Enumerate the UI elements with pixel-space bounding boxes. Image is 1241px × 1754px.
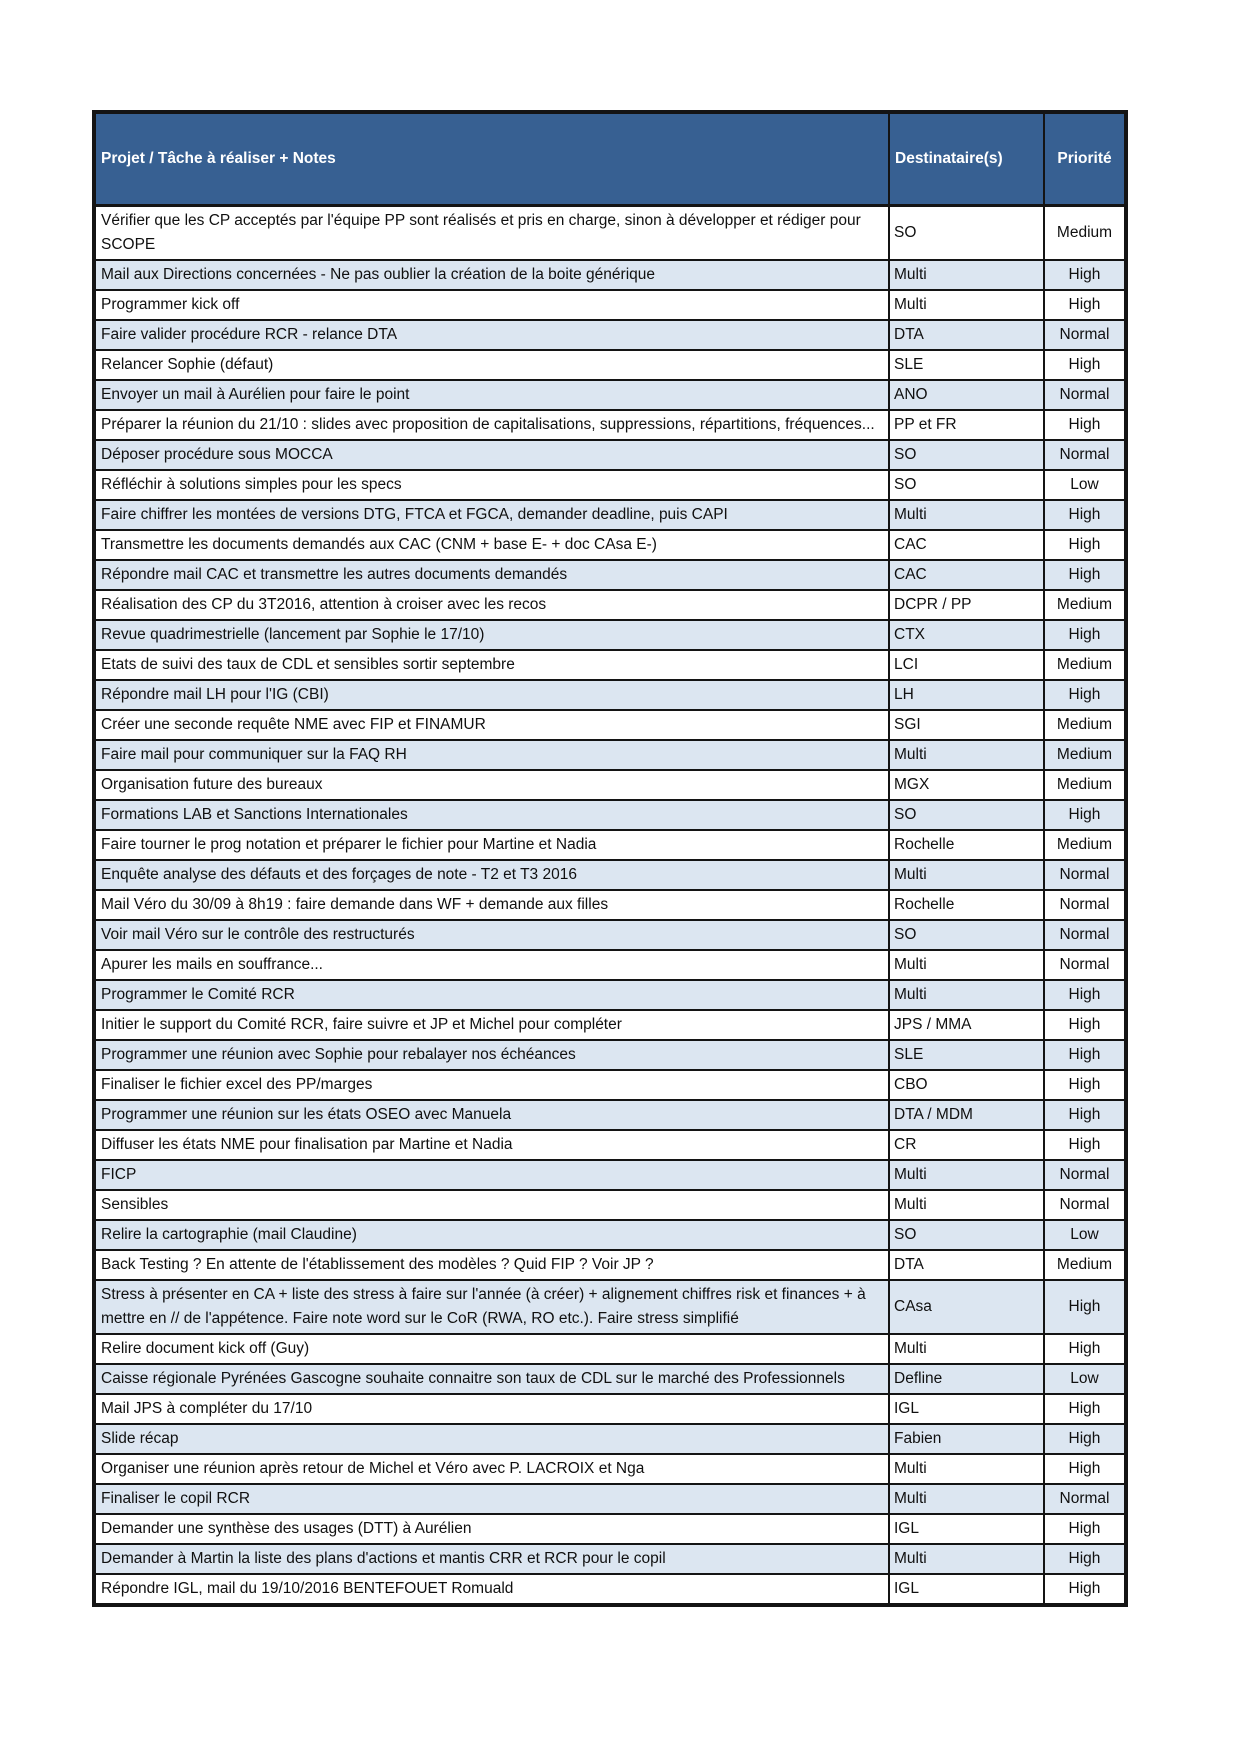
destinataire-cell: LH: [889, 680, 1044, 710]
task-cell: Répondre mail LH pour l'IG (CBI): [94, 680, 889, 710]
destinataire-cell: Fabien: [889, 1424, 1044, 1454]
task-cell: Préparer la réunion du 21/10 : slides avec proposition de capitalisations, suppressions, répartitions, fréquences...: [94, 410, 889, 440]
table-row: [94, 350, 1126, 380]
destinataire-cell: Multi: [889, 260, 1044, 290]
table-header: [94, 112, 1126, 206]
priority-cell: High: [1044, 680, 1126, 710]
table-row: [94, 590, 1126, 620]
table-row: [94, 470, 1126, 500]
priority-cell: High: [1044, 350, 1126, 380]
table-row: [94, 530, 1126, 560]
priority-cell: Normal: [1044, 920, 1126, 950]
task-cell: Mail aux Directions concernées - Ne pas oublier la création de la boite générique: [94, 260, 889, 290]
table-row: [94, 800, 1126, 830]
task-cell: Revue quadrimestrielle (lancement par Sophie le 17/10): [94, 620, 889, 650]
table-row: [94, 890, 1126, 920]
destinataire-cell: Multi: [889, 740, 1044, 770]
priority-cell: Normal: [1044, 860, 1126, 890]
table-row: [94, 410, 1126, 440]
priority-cell: Normal: [1044, 1484, 1126, 1514]
destinataire-cell: Multi: [889, 1160, 1044, 1190]
destinataire-cell: SO: [889, 1220, 1044, 1250]
destinataire-cell: Multi: [889, 950, 1044, 980]
priority-cell: High: [1044, 1394, 1126, 1424]
priority-cell: High: [1044, 1424, 1126, 1454]
table-row: [94, 1040, 1126, 1070]
destinataire-cell: LCI: [889, 650, 1044, 680]
priority-cell: Normal: [1044, 380, 1126, 410]
priority-cell: High: [1044, 800, 1126, 830]
task-cell: Programmer kick off: [94, 290, 889, 320]
priority-cell: High: [1044, 530, 1126, 560]
table-row: [94, 650, 1126, 680]
priority-cell: High: [1044, 1130, 1126, 1160]
priority-cell: Medium: [1044, 650, 1126, 680]
priority-cell: High: [1044, 620, 1126, 650]
destinataire-cell: Multi: [889, 500, 1044, 530]
task-cell: Formations LAB et Sanctions Internationales: [94, 800, 889, 830]
destinataire-cell: ANO: [889, 380, 1044, 410]
column-header-task: Projet / Tâche à réaliser + Notes: [94, 112, 889, 206]
destinataire-cell: JPS / MMA: [889, 1010, 1044, 1040]
destinataire-cell: Rochelle: [889, 830, 1044, 860]
table-row: [94, 206, 1126, 261]
task-cell: Réalisation des CP du 3T2016, attention à croiser avec les recos: [94, 590, 889, 620]
table-body: [94, 206, 1126, 1606]
destinataire-cell: Multi: [889, 1190, 1044, 1220]
task-cell: Relire la cartographie (mail Claudine): [94, 1220, 889, 1250]
destinataire-cell: SO: [889, 920, 1044, 950]
priority-cell: Medium: [1044, 710, 1126, 740]
priority-cell: High: [1044, 260, 1126, 290]
table-row: [94, 560, 1126, 590]
destinataire-cell: SO: [889, 470, 1044, 500]
priority-cell: Medium: [1044, 1250, 1126, 1280]
task-cell: Initier le support du Comité RCR, faire suivre et JP et Michel pour compléter: [94, 1010, 889, 1040]
destinataire-cell: SGI: [889, 710, 1044, 740]
table-row: [94, 1484, 1126, 1514]
task-cell: Finaliser le copil RCR: [94, 1484, 889, 1514]
destinataire-cell: Multi: [889, 860, 1044, 890]
destinataire-cell: SO: [889, 206, 1044, 261]
table-row: [94, 950, 1126, 980]
priority-cell: High: [1044, 560, 1126, 590]
priority-cell: High: [1044, 290, 1126, 320]
table-row: [94, 320, 1126, 350]
task-cell: Diffuser les états NME pour finalisation par Martine et Nadia: [94, 1130, 889, 1160]
task-cell: Back Testing ? En attente de l'établissement des modèles ? Quid FIP ? Voir JP ?: [94, 1250, 889, 1280]
destinataire-cell: Defline: [889, 1364, 1044, 1394]
task-cell: Répondre IGL, mail du 19/10/2016 BENTEFOUET Romuald: [94, 1574, 889, 1605]
task-cell: Répondre mail CAC et transmettre les autres documents demandés: [94, 560, 889, 590]
task-cell: Mail JPS à compléter du 17/10: [94, 1394, 889, 1424]
table-row: [94, 860, 1126, 890]
priority-cell: High: [1044, 1574, 1126, 1605]
table-row: [94, 1424, 1126, 1454]
table-row: [94, 1364, 1126, 1394]
priority-cell: Normal: [1044, 320, 1126, 350]
destinataire-cell: SO: [889, 800, 1044, 830]
task-cell: Apurer les mails en souffrance...: [94, 950, 889, 980]
task-cell: Stress à présenter en CA + liste des stress à faire sur l'année (à créer) + alignement chiffres risk et finances + à mettre en // de l'appétence. Faire note word sur le CoR (RWA, RO etc.). Faire stress simplifié: [94, 1280, 889, 1334]
table-row: [94, 680, 1126, 710]
priority-cell: Normal: [1044, 1190, 1126, 1220]
task-cell: Programmer le Comité RCR: [94, 980, 889, 1010]
priority-cell: Medium: [1044, 740, 1126, 770]
task-cell: Finaliser le fichier excel des PP/marges: [94, 1070, 889, 1100]
priority-cell: High: [1044, 1100, 1126, 1130]
table-row: [94, 1070, 1126, 1100]
task-cell: Créer une seconde requête NME avec FIP et FINAMUR: [94, 710, 889, 740]
destinataire-cell: SO: [889, 440, 1044, 470]
priority-cell: High: [1044, 1010, 1126, 1040]
task-cell: Relancer Sophie (défaut): [94, 350, 889, 380]
priority-cell: Low: [1044, 1220, 1126, 1250]
table-row: [94, 770, 1126, 800]
table-row: [94, 260, 1126, 290]
table-row: [94, 1280, 1126, 1334]
task-cell: Réfléchir à solutions simples pour les specs: [94, 470, 889, 500]
destinataire-cell: Multi: [889, 1484, 1044, 1514]
task-cell: Sensibles: [94, 1190, 889, 1220]
task-cell: Faire valider procédure RCR - relance DTA: [94, 320, 889, 350]
destinataire-cell: DCPR / PP: [889, 590, 1044, 620]
column-header-destinataire: Destinataire(s): [889, 112, 1044, 206]
table-row: [94, 1100, 1126, 1130]
task-cell: Faire tourner le prog notation et préparer le fichier pour Martine et Nadia: [94, 830, 889, 860]
priority-cell: Normal: [1044, 950, 1126, 980]
task-cell: Demander une synthèse des usages (DTT) à Aurélien: [94, 1514, 889, 1544]
task-cell: Organisation future des bureaux: [94, 770, 889, 800]
destinataire-cell: IGL: [889, 1574, 1044, 1605]
task-cell: Organiser une réunion après retour de Michel et Véro avec P. LACROIX et Nga: [94, 1454, 889, 1484]
task-cell: Déposer procédure sous MOCCA: [94, 440, 889, 470]
table-row: [94, 1454, 1126, 1484]
table-row: [94, 710, 1126, 740]
task-table: [92, 110, 1128, 1607]
table-row: [94, 1574, 1126, 1605]
priority-cell: High: [1044, 1334, 1126, 1364]
task-cell: Caisse régionale Pyrénées Gascogne souhaite connaitre son taux de CDL sur le marché des Professionnels: [94, 1364, 889, 1394]
task-cell: Relire document kick off (Guy): [94, 1334, 889, 1364]
priority-cell: Medium: [1044, 770, 1126, 800]
table-row: [94, 620, 1126, 650]
task-cell: Transmettre les documents demandés aux CAC (CNM + base E- + doc CAsa E-): [94, 530, 889, 560]
priority-cell: Medium: [1044, 830, 1126, 860]
task-cell: Envoyer un mail à Aurélien pour faire le point: [94, 380, 889, 410]
destinataire-cell: Multi: [889, 290, 1044, 320]
priority-cell: High: [1044, 1514, 1126, 1544]
destinataire-cell: IGL: [889, 1514, 1044, 1544]
header-row: [94, 112, 1126, 206]
table-row: [94, 290, 1126, 320]
destinataire-cell: Multi: [889, 980, 1044, 1010]
task-cell: FICP: [94, 1160, 889, 1190]
table-row: [94, 1250, 1126, 1280]
destinataire-cell: MGX: [889, 770, 1044, 800]
task-cell: Faire chiffrer les montées de versions DTG, FTCA et FGCA, demander deadline, puis CAPI: [94, 500, 889, 530]
destinataire-cell: Multi: [889, 1454, 1044, 1484]
destinataire-cell: CAsa: [889, 1280, 1044, 1334]
table-row: [94, 1160, 1126, 1190]
destinataire-cell: DTA / MDM: [889, 1100, 1044, 1130]
table-row: [94, 380, 1126, 410]
table-row: [94, 440, 1126, 470]
task-cell: Programmer une réunion sur les états OSEO avec Manuela: [94, 1100, 889, 1130]
destinataire-cell: SLE: [889, 1040, 1044, 1070]
table-row: [94, 740, 1126, 770]
priority-cell: High: [1044, 1280, 1126, 1334]
destinataire-cell: PP et FR: [889, 410, 1044, 440]
priority-cell: High: [1044, 1040, 1126, 1070]
destinataire-cell: SLE: [889, 350, 1044, 380]
table-row: [94, 1394, 1126, 1424]
table-row: [94, 1334, 1126, 1364]
destinataire-cell: CBO: [889, 1070, 1044, 1100]
task-cell: Voir mail Véro sur le contrôle des restructurés: [94, 920, 889, 950]
table-row: [94, 830, 1126, 860]
destinataire-cell: CR: [889, 1130, 1044, 1160]
priority-cell: Normal: [1044, 440, 1126, 470]
table-row: [94, 1010, 1126, 1040]
destinataire-cell: CAC: [889, 560, 1044, 590]
priority-cell: High: [1044, 1544, 1126, 1574]
priority-cell: High: [1044, 980, 1126, 1010]
priority-cell: High: [1044, 1070, 1126, 1100]
table-row: [94, 1190, 1126, 1220]
table-row: [94, 1544, 1126, 1574]
priority-cell: Normal: [1044, 890, 1126, 920]
task-cell: Etats de suivi des taux de CDL et sensibles sortir septembre: [94, 650, 889, 680]
destinataire-cell: Multi: [889, 1544, 1044, 1574]
destinataire-cell: Rochelle: [889, 890, 1044, 920]
priority-cell: Medium: [1044, 206, 1126, 261]
table-row: [94, 500, 1126, 530]
table-row: [94, 1514, 1126, 1544]
priority-cell: Low: [1044, 1364, 1126, 1394]
task-cell: Demander à Martin la liste des plans d'actions et mantis CRR et RCR pour le copil: [94, 1544, 889, 1574]
priority-cell: High: [1044, 500, 1126, 530]
table-row: [94, 1220, 1126, 1250]
task-cell: Mail Véro du 30/09 à 8h19 : faire demande dans WF + demande aux filles: [94, 890, 889, 920]
column-header-priorite: Priorité: [1044, 112, 1126, 206]
table-row: [94, 980, 1126, 1010]
destinataire-cell: CAC: [889, 530, 1044, 560]
task-cell: Programmer une réunion avec Sophie pour rebalayer nos échéances: [94, 1040, 889, 1070]
priority-cell: High: [1044, 1454, 1126, 1484]
table-row: [94, 920, 1126, 950]
destinataire-cell: DTA: [889, 320, 1044, 350]
destinataire-cell: DTA: [889, 1250, 1044, 1280]
task-cell: Vérifier que les CP acceptés par l'équipe PP sont réalisés et pris en charge, sinon à développer et rédiger pour SCOPE: [94, 206, 889, 261]
priority-cell: Medium: [1044, 590, 1126, 620]
priority-cell: High: [1044, 410, 1126, 440]
task-cell: Enquête analyse des défauts et des forçages de note - T2 et T3 2016: [94, 860, 889, 890]
priority-cell: Normal: [1044, 1160, 1126, 1190]
priority-cell: Low: [1044, 470, 1126, 500]
destinataire-cell: Multi: [889, 1334, 1044, 1364]
destinataire-cell: IGL: [889, 1394, 1044, 1424]
table-row: [94, 1130, 1126, 1160]
destinataire-cell: CTX: [889, 620, 1044, 650]
task-cell: Slide récap: [94, 1424, 889, 1454]
task-cell: Faire mail pour communiquer sur la FAQ RH: [94, 740, 889, 770]
